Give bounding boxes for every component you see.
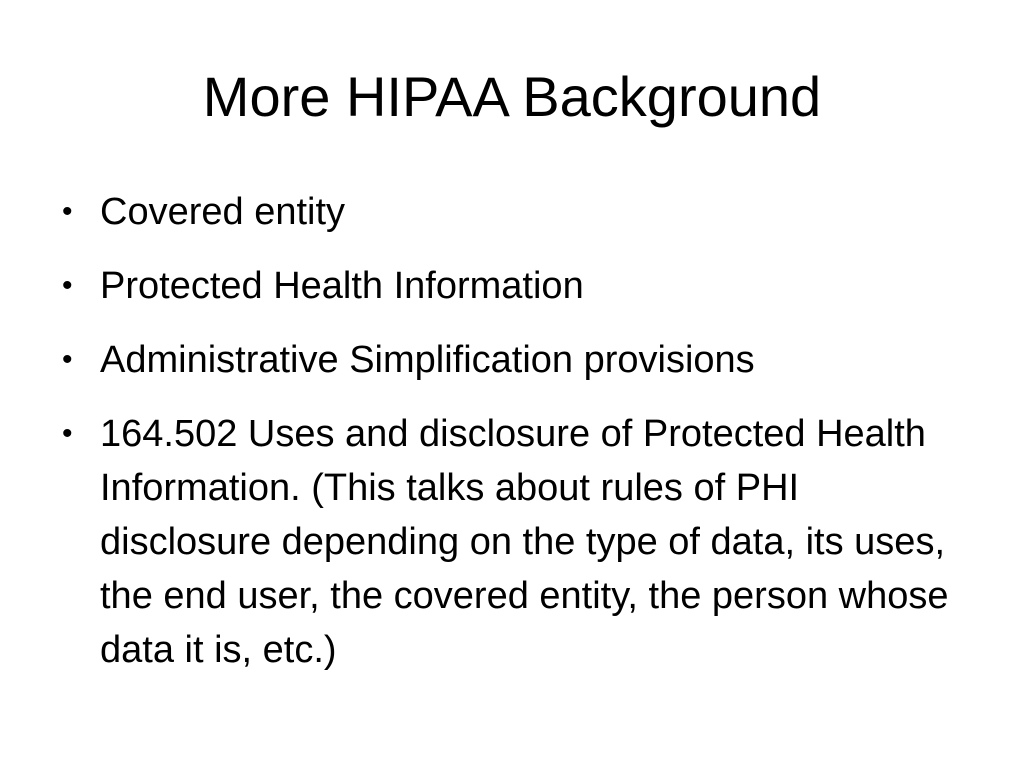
bullet-dot-icon: • — [62, 269, 73, 302]
bullet-text: Protected Health Information — [100, 265, 584, 307]
bullet-item-covered-entity — [58, 190, 978, 234]
bullet-list — [58, 190, 978, 677]
bullet-item-admin-simplification — [58, 338, 978, 382]
bullet-dot-icon: • — [62, 343, 73, 376]
bullet-item-164-502 — [58, 407, 978, 677]
bullet-text: Administrative Simplification provisions — [100, 339, 755, 381]
bullet-item-phi — [58, 264, 978, 308]
slide-title: More HIPAA Background — [202, 65, 822, 128]
bullet-text: Covered entity — [100, 191, 346, 233]
bullet-dot-icon: • — [62, 417, 73, 450]
bullet-dot-icon: • — [62, 195, 73, 228]
bullet-text: 164.502 Uses and disclosure of Protected Health Information. (This talks about rules of PHI disclosure depending on the type of data, its uses, the end user, the covered entity, the person whose data it is, etc.) — [100, 413, 949, 671]
